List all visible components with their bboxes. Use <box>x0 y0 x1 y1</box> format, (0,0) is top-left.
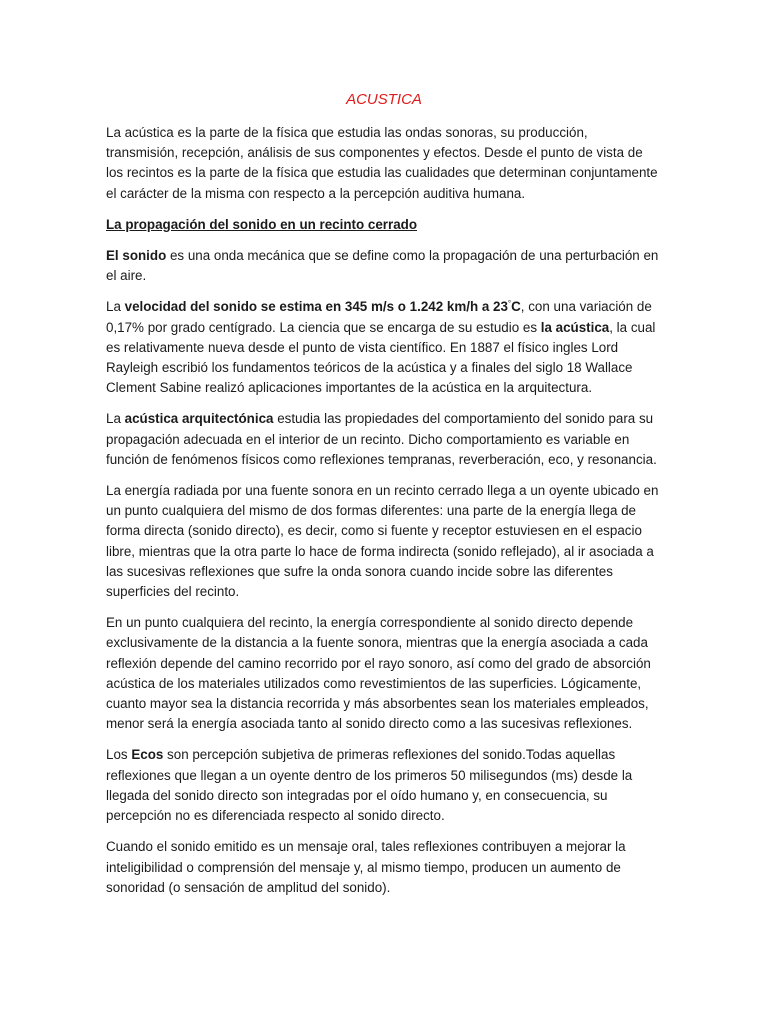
paragraph-oral: Cuando el sonido emitido es un mensaje oral, tales reflexiones contribuyen a mejorar la inteligibilidad o comprensión del mensaje y, al mismo tiempo, producen un aumento de sonoridad (o sensación de amplitud del sonido). <box>106 839 626 895</box>
paragraph-punto: En un punto cualquiera del recinto, la energía correspondiente al sonido directo depende exclusivamente de la distancia a la fuente sonora, mientras que la energía asociada a cada reflexión depende del camino recorrido por el rayo sonoro, así como del grado de absorción acústica de los materiales utilizados como revestimientos de las superficies. Lógicamente, cuanto mayor sea la distancia recorrida y más absorbentes sean los materiales empleados, menor será la energía asociada tanto al sonido directo como a las sucesivas reflexiones. <box>106 615 651 732</box>
paragraph-energia: La energía radiada por una fuente sonora en un recinto cerrado llega a un oyente ubicado en un punto cualquiera del mismo de dos formas diferentes: una parte de la energía llega de forma directa (sonido directo), es decir, como si fuente y receptor estuviesen en el espacio libre, mientras que la otra parte lo hace de forma indirecta (sonido reflejado), al ir asociada a las sucesivas reflexiones que sufre la onda sonora cuando incide sobre las diferentes superficies del recinto. <box>106 483 659 600</box>
section-heading: La propagación del sonido en un recinto cerrado <box>106 216 418 232</box>
bold-term: C <box>511 299 521 315</box>
document-title: ACUSTICA <box>346 91 422 108</box>
bold-term: Ecos <box>131 747 164 763</box>
degree-superscript: ° <box>507 299 512 309</box>
bold-term: velocidad del sonido se estima en 345 m/s o 1.242 km/h a 23 <box>124 299 508 315</box>
paragraph-text: La <box>106 299 125 315</box>
paragraph-velocidad <box>106 297 662 398</box>
document-body <box>106 90 662 909</box>
paragraph-text: Los <box>106 747 132 763</box>
paragraph-text: estudia las propiedades del comportamiento del sonido para su propagación adecuada en el interior de un recinto. Dicho comportamiento es variable en función de fenómenos físicos como reflexiones tempranas, reverberación, eco, y resonancia. <box>106 411 657 467</box>
paragraph-text: La <box>106 411 125 427</box>
bold-term: El sonido <box>106 248 167 264</box>
paragraph-ecos <box>106 745 662 826</box>
paragraph-text: , la cual es relativamente nueva desde el punto de vista científico. En 1887 el físico ingles Lord Rayleigh escribió los fundamentos teóricos de la acústica y a finales del siglo 18 Wallace Clement Sabine realizó aplicaciones importantes de la acústica en la arquitectura. <box>106 319 656 396</box>
paragraph-arquitectonica <box>106 409 662 470</box>
paragraph-sonido <box>106 246 662 286</box>
bold-term: la acústica <box>540 319 610 335</box>
paragraph-text: son percepción subjetiva de primeras reflexiones del sonido.Todas aquellas reflexiones que llegan a un oyente dentro de los primeros 50 milisegundos (ms) desde la llegada del sonido directo son integradas por el oído humano y, en consecuencia, su percepción no es diferenciada respecto al sonido directo. <box>106 747 633 824</box>
bold-term: acústica arquitectónica <box>124 411 274 427</box>
intro-paragraph: La acústica es la parte de la física que estudia las ondas sonoras, su producción, transmisión, recepción, análisis de sus componentes y efectos. Desde el punto de vista de los recintos es la parte de la física que estudia las cualidades que determinan conjuntamente el carácter de la misma con respecto a la percepción auditiva humana. <box>106 125 658 201</box>
paragraph-text: , con una variación de 0,17% por grado centígrado. La ciencia que se encarga de su estudio es <box>106 299 652 335</box>
paragraph-text: es una onda mecánica que se define como la propagación de una perturbación en el aire. <box>106 248 659 284</box>
